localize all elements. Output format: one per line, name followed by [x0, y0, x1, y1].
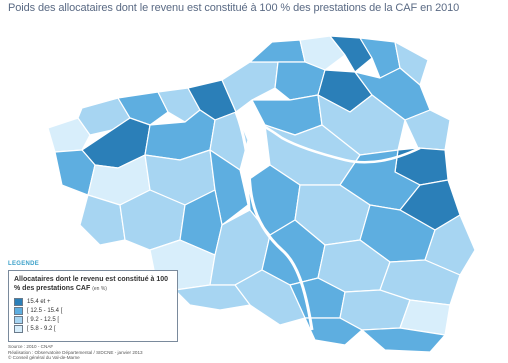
- legend-label: [ 12.5 - 15.4 [: [27, 307, 63, 314]
- legend-item: [14, 324, 172, 333]
- legend: [8, 270, 178, 342]
- legend-item: [14, 297, 172, 306]
- map-title: Poids des allocataires dont le revenu est constitué à 100 % des prestations de la CAF en 2010: [8, 2, 460, 14]
- legend-swatch: [14, 298, 23, 306]
- legend-swatch: [14, 325, 23, 333]
- legend-label: [ 5.8 - 9.2 [: [27, 325, 56, 332]
- district: [250, 40, 305, 62]
- source-credits: [8, 344, 143, 361]
- credit-line: Réalisation : Observatoire Départemental / SIDCNE - janvier 2013: [8, 349, 143, 355]
- legend-label: [ 9.2 - 12.5 [: [27, 316, 60, 323]
- district: [275, 62, 325, 100]
- legend-heading: LEGENDE: [8, 261, 40, 267]
- legend-swatch: [14, 316, 23, 324]
- legend-label: 15.4 et +: [27, 298, 51, 305]
- legend-unit: (en %): [92, 286, 107, 292]
- legend-title: [14, 275, 172, 294]
- source-line: Source : 2010 - CNAF: [8, 344, 54, 349]
- legend-items: [14, 297, 172, 333]
- legend-swatch: [14, 307, 23, 315]
- copyright-line: © Conseil général du Val-de-Marne: [8, 355, 80, 360]
- legend-item: [14, 306, 172, 315]
- legend-item: [14, 315, 172, 324]
- legend-title-text: Allocataires dont le revenu est constitué à 100 % des prestations CAF: [14, 276, 169, 292]
